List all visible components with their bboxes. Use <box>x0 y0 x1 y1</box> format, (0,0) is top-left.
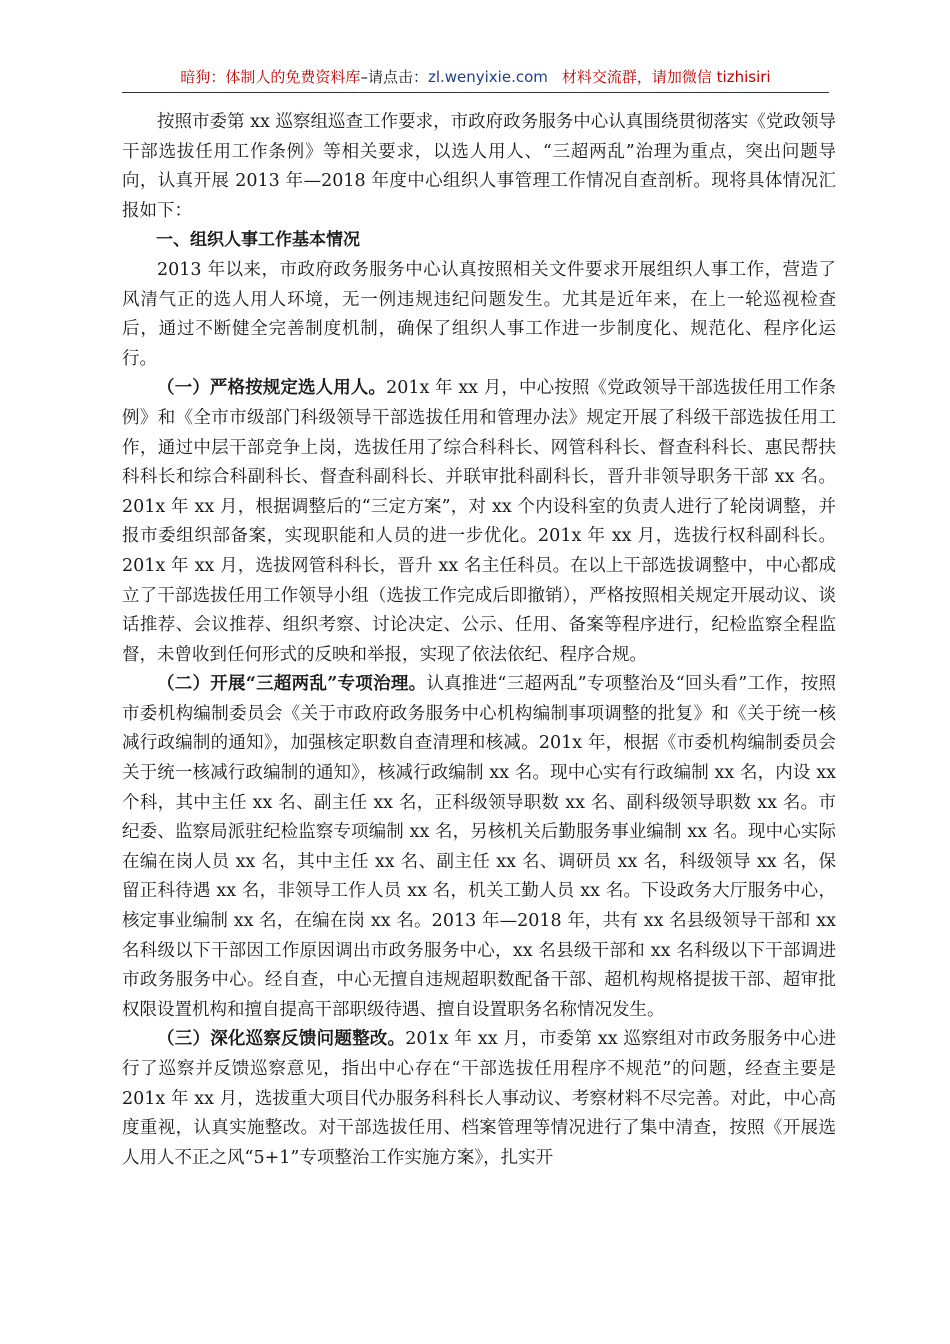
document-body <box>122 108 836 1173</box>
item-lead-1: （一）严格按规定选人用人。 <box>157 378 387 399</box>
section-heading: 一、组织人事工作基本情况 <box>156 230 360 251</box>
item-body-3: 201x 年 xx 月，市委第 xx 巡察组对市政务服务中心进行了巡察并反馈巡察意见，指出中心存在“干部选拔任用程序不规范”的问题，经查主要是 201x 年 xx 月，选拔重大项目代办服务科科长人事动议、考察材料不尽完善。对此，中心高度重视，认真实施整改。对干部选拔任用、档案管理等情况进行了集中清查，按照《开展选人用人不正之风“5+1”专项整治工作实施方案》，扎实开 <box>122 1029 836 1168</box>
item-body-1: 201x 年 xx 月，中心按照《党政领导干部选拔任用工作条例》和《全市市级部门科级领导干部选拔任用和管理办法》规定开展了科级干部选拔任用工作，通过中层干部竞争上岗，选拔任用了综合科科长、网管科科长、督查科科长、惠民帮扶科科长和综合科副科长、督查科副科长、并联审批科副科长，晋升非领导职务干部 xx 名。201x 年 xx 月，根据调整后的“三定方案”，对 xx 个内设科室的负责人进行了轮岗调整，并报市委组织部备案，实现职能和人员的进一步优化。201x 年 xx 月，选拔行权科副科长。201x 年 xx 月，选拔网管科科长，晋升 xx 名主任科员。在以上干部选拔调整中，中心都成立了干部选拔任用工作领导小组（选拔工作完成后即撤销），严格按照相关规定开展动议、谈话推荐、会议推荐、组织考察、讨论决定、公示、任用、备案等程序进行，纪检监察全程监督，未曾收到任何形式的反映和举报，实现了依法依纪、程序合规。 <box>122 378 837 665</box>
section-paragraph: 2013 年以来，市政府政务服务中心认真按照相关文件要求开展组织人事工作，营造了风清气正的选人用人环境，无一例违规违纪问题发生。尤其是近年来，在上一轮巡视检查后，通过不断健全完善制度机制，确保了组织人事工作进一步制度化、规范化、程序化运行。 <box>122 259 836 369</box>
header-group-note: 材料交流群，请加微信 tizhisiri <box>561 68 771 86</box>
header-brand: 暗狗：体制人的免费资料库 <box>180 68 361 86</box>
intro-paragraph: 按照市委第 xx 巡察组巡查工作要求，市政府政务服务中心认真围绕贯彻落实《党政领导干部选拔任用工作条例》等相关要求，以选人用人、“三超两乱”治理为重点，突出问题导向，认真开展 2013 年—2018 年度中心组织人事管理工作情况自查剖析。现将具体情况汇报如下： <box>122 112 836 221</box>
page-header <box>122 62 829 93</box>
header-url-link[interactable]: zl.wenyixie.com <box>427 68 548 86</box>
item-paragraph-3 <box>122 1025 836 1173</box>
item-paragraph-2 <box>122 670 836 1025</box>
item-lead-2: （二）开展“三超两乱”专项治理。 <box>157 674 427 695</box>
header-click-label: –请点击： <box>360 68 428 86</box>
item-lead-3: （三）深化巡察反馈问题整改。 <box>157 1029 406 1050</box>
item-paragraph-1 <box>122 374 836 670</box>
item-body-2: 认真推进“三超两乱”专项整治及“回头看”工作，按照市委机构编制委员会《关于市政府政务服务中心机构编制事项调整的批复》和《关于统一核减行政编制的通知》，加强核定职数自查清理和核减。201x 年，根据《市委机构编制委员会关于统一核减行政编制的通知》，核减行政编制 xx 名。现中心实有行政编制 xx 名，内设 xx 个科，其中主任 xx 名、副主任 xx 名，正科级领导职数 xx 名、副科级领导职数 xx 名。市纪委、监察局派驻纪检监察专项编制 xx 名，另核机关后勤服务事业编制 xx 名。现中心实际在编在岗人员 xx 名，其中主任 xx 名、副主任 xx 名、调研员 xx 名，科级领导 xx 名，保留正科待遇 xx 名，非领导工作人员 xx 名，机关工勤人员 xx 名。下设政务大厅服务中心，核定事业编制 xx 名，在编在岗 xx 名。2013 年—2018 年，共有 xx 名县级领导干部和 xx 名科级以下干部因工作原因调出市政务服务中心，xx 名县级干部和 xx 名科级以下干部调进市政务服务中心。经自查，中心无擅自违规超职数配备干部、超机构规格提拔干部、超审批权限设置机构和擅自提高干部职级待遇、擅自设置职务名称情况发生。 <box>122 674 836 1020</box>
